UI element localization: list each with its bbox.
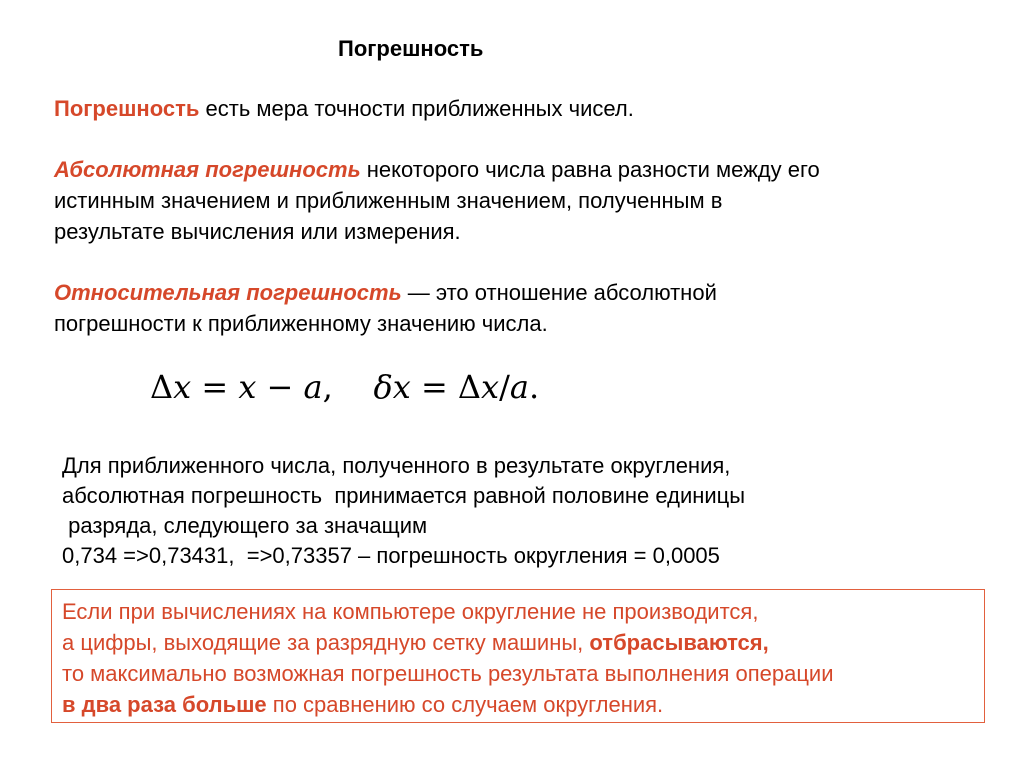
note-line-1: Если при вычислениях на компьютере округление не производится,	[62, 599, 759, 624]
note-line-4-text: по сравнению со случаем округления.	[266, 692, 664, 717]
absolute-error-text-3: результате вычисления или измерения.	[54, 219, 461, 244]
rounding-line-2: абсолютная погрешность принимается равной половине единицы	[62, 483, 746, 508]
relative-error-text-2: погрешности к приближенному значению числа.	[54, 311, 548, 336]
slide-title: Погрешность	[338, 36, 484, 61]
relative-error-paragraph	[54, 277, 974, 339]
absolute-error-text-1: некоторого числа равна разности между его	[360, 157, 820, 182]
formula-slash: /	[499, 368, 510, 406]
truncation-note-box	[51, 589, 985, 723]
note-line-2-text: а цифры, выходящие за разрядную сетку машины,	[62, 630, 590, 655]
formula-equals: =	[191, 368, 239, 406]
rounding-paragraph	[62, 451, 962, 571]
definition-text: есть мера точности приближенных чисел.	[199, 96, 634, 121]
note-line-2	[62, 627, 974, 658]
relative-error-term: Относительная погрешность	[54, 280, 402, 305]
formula-delta-2: Δ	[457, 368, 482, 406]
formula-x-3: x	[392, 368, 411, 406]
formula-minus: −	[256, 368, 304, 406]
absolute-error-term: Абсолютная погрешность	[54, 157, 361, 182]
formula-period: .	[528, 368, 540, 406]
absolute-error-text-2: истинным значением и приближенным значением, полученным в	[54, 188, 723, 213]
rounding-line-3: разряда, следующего за значащим	[62, 513, 428, 538]
note-truncated-emphasis: отбрасываются,	[589, 630, 769, 655]
absolute-error-paragraph	[54, 154, 974, 247]
definition-paragraph	[54, 93, 974, 124]
rounding-line-1: Для приближенного числа, полученного в результате округления,	[62, 453, 731, 478]
formula-x: x	[173, 368, 192, 406]
relative-error-text-1: — это отношение абсолютной	[401, 280, 717, 305]
formula-a: a	[303, 368, 323, 406]
error-formula	[150, 368, 539, 406]
definition-term: Погрешность	[54, 96, 200, 121]
formula-equals-2: =	[410, 368, 458, 406]
formula-comma: ,	[322, 368, 374, 406]
note-twice-emphasis: в два раза больше	[62, 692, 267, 717]
formula-x-4: x	[481, 368, 500, 406]
rounding-example: 0,734 =>0,73431, =>0,73357 – погрешность округления = 0,0005	[62, 543, 720, 568]
formula-small-delta: δ	[373, 368, 393, 406]
note-line-3: то максимально возможная погрешность результата выполнения операции	[62, 661, 834, 686]
formula-delta: Δ	[150, 368, 174, 406]
note-line-4	[62, 689, 974, 720]
formula-a-2: a	[509, 368, 529, 406]
formula-x-2: x	[238, 368, 257, 406]
